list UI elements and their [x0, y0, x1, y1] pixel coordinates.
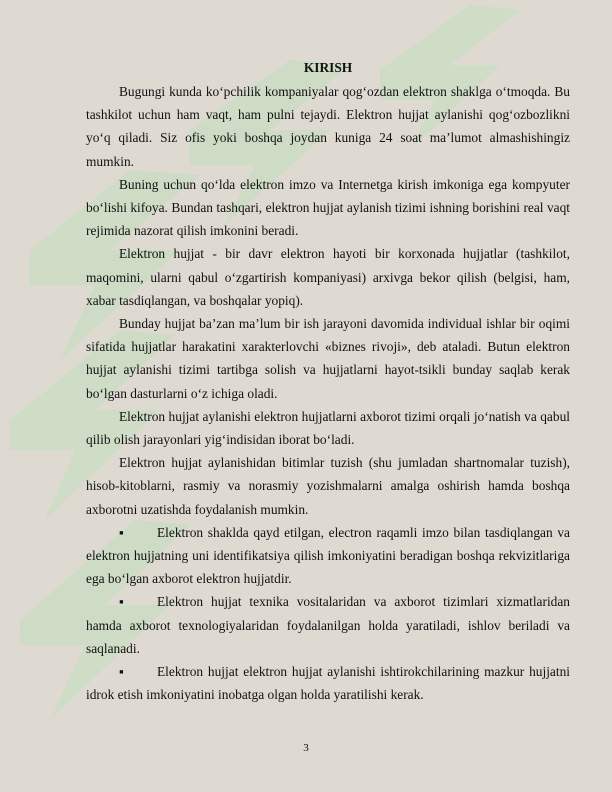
paragraph: Bugungi kunda ko‘pchilik kompaniyalar qog‘ozdan elektron shaklga o‘tmoqda. Bu tashkilot uchun ham vaqt, ham pulni tejaydi. Elektron hujjat aylanishi qog‘ozbozlikni yo‘q qiladi. Siz ofis yoki boshqa joydan kuniga 24 soat ma’lumot almashishingiz mumkin. — [86, 84, 570, 169]
page-title: KIRISH — [303, 60, 353, 75]
bullet-item — [86, 660, 570, 706]
bullet-item — [86, 590, 570, 660]
bullet-marker: ▪ — [119, 594, 124, 610]
paragraph: Elektron hujjat - bir davr elektron hayoti bir korxonada hujjatlar (tashkilot, maqomini, ularni qabul o‘zgartirish kompaniyasi) arxivga bekor qilish (belgisi, ham, xabar tasdiqlangan, va boshqalar yopiq). — [86, 246, 570, 308]
paragraph: Elektron hujjat aylanishi elektron hujjatlarni axborot tizimi orqali jo‘natish va qabul qilib olish jarayonlari yig‘indisidan iborat bo‘ladi. — [86, 408, 570, 448]
page-number: 3 — [303, 742, 309, 754]
document-body — [86, 58, 570, 706]
paragraph: Buning uchun qo‘lda elektron imzo va Internetga kirish imkoniga ega kompyuter bo‘lishi kifoya. Bundan tashqari, elektron hujjat aylanish tizimi ishning borishini real vaqt rejimida nazorat qilish imkonini beradi. — [86, 176, 570, 239]
bullet-marker: ▪ — [119, 664, 124, 680]
bullet-text: Elektron hujjat texnika vositalaridan va axborot tizimlari xizmatlaridan hamda axborot texnologiyalaridan foydalanilgan holda yaratiladi, ishlov beriladi va saqlanadi. — [86, 594, 570, 656]
paragraph: Bunday hujjat ba’zan ma’lum bir ish jarayoni davomida individual ishlar bir oqimi sifatida hujjatlar harakatini xarakterlovchi «biznes rivoji», deb ataladi. Butun elektron hujjat aylanishi tizimi tartibga solish va hujjatlarni hayot-tsikli bunday saqlab kerak bo‘lgan dasturlarni o‘z ichiga oladi. — [86, 316, 570, 401]
bullet-item — [86, 521, 570, 591]
bullet-marker: ▪ — [119, 524, 124, 540]
paragraph: Elektron hujjat aylanishidan bitimlar tuzish (shu jumladan shartnomalar tuzish), hisob-kitoblarni, rasmiy va norasmiy yozishmalarni amalga oshirish hamda boshqa axborotni uzatishda foydalanish mumkin. — [86, 455, 570, 517]
bullet-text: Elektron hujjat elektron hujjat aylanishi ishtirokchilarining mazkur hujjatni idrok etish imkoniyatini inobatga olgan holda yaratilishi kerak. — [86, 664, 570, 703]
bullet-text: Elektron shaklda qayd etilgan, electron raqamli imzo bilan tasdiqlangan va elektron hujjatning uni identifikatsiya qilish imkoniyatini beradigan boshqa rekvizitlariga ega bo‘lgan axborot elektron hujjatdir. — [86, 524, 570, 587]
